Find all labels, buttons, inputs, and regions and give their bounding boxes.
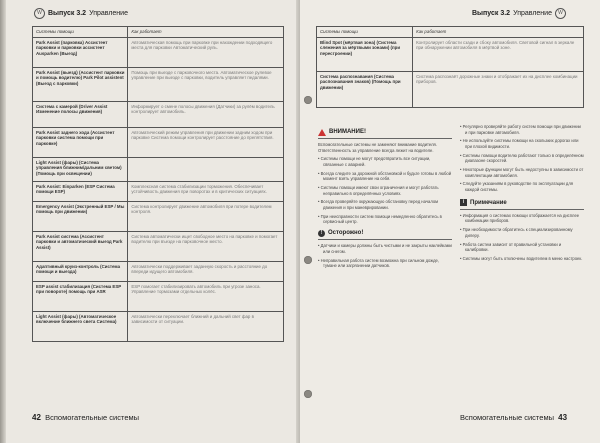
left-footer-label: Вспомогательные системы — [45, 413, 140, 422]
table-cell-desc: Комплексная система стабилизации торможения. Обеспечивает устойчивость движения при поворотах и в критических ситуациях. — [128, 181, 284, 201]
table-row — [33, 201, 284, 231]
table-row — [317, 71, 584, 107]
table-row — [33, 157, 284, 181]
note-heading — [460, 199, 584, 210]
binder-hole — [304, 96, 312, 104]
table-row — [33, 127, 284, 157]
caution-circle-icon: ! — [318, 230, 325, 237]
table-cell-desc: Информирует о смене полосы движения (Датчики) за рулём водитель контролирует автомобиль. — [128, 101, 284, 127]
left-page-number: 42 — [32, 413, 41, 422]
table-cell-name: Park Assist заднего хода (Ассистент парковки система помощи при парковке) — [33, 127, 128, 157]
vw-logo-icon: W — [34, 8, 45, 19]
note-bullet: • Информация о системах помощи отображается на дисплее комбинации приборов. — [460, 213, 584, 224]
info-bullet: • Регулярно проверяйте работу систем помощи при движении и при парковке автомобиля. — [460, 124, 584, 135]
table-header-row — [317, 27, 584, 38]
table-cell-name: Park Assist (парковка) Ассистент парковки и парковки ассистент Ausparken (Выезд) — [33, 37, 128, 67]
binder-hole — [304, 256, 312, 264]
right-header-title: Выпуск 3.2 — [472, 10, 511, 17]
binder-hole — [304, 390, 312, 398]
table-header-cell: Как работает — [413, 27, 584, 38]
table-cell-desc — [128, 157, 284, 181]
table-header-row — [33, 27, 284, 38]
table-cell-desc: Автоматическая помощь при парковке при нахождении подходящего места для парковки Автоматический руль. — [128, 37, 284, 67]
table-row — [33, 311, 284, 341]
table-row — [33, 101, 284, 127]
table-cell-desc: Система автоматически ищет свободное место на парковке и помогает водителю при въезде на парковочное место. — [128, 231, 284, 261]
right-header-section: Управление — [513, 10, 552, 17]
caution-bullet: • Неправильная работа систем возможна при сильном дожде, тумане или загрязнении датчиков. — [318, 258, 452, 269]
table-cell-desc: Система контролирует движение автомобиля при потере водителем контроля. — [128, 201, 284, 231]
table-row — [33, 37, 284, 67]
warning-column — [318, 128, 452, 272]
table-cell-desc: Автоматически поддерживает заданную скорость и расстояние до впереди идущего автомобиля. — [128, 261, 284, 281]
table-row — [317, 37, 584, 71]
table-cell-name: Park Assist система (Ассистент парковки и автоматический выезд Park Assist) — [33, 231, 128, 261]
right-footer — [460, 413, 567, 422]
warning-bullet: • Системы помощи не могут предотвратить все ситуации, связанные с аварией. — [318, 156, 452, 167]
table-cell-name: ESP assist стабилизация (Система ESP при повороте) помощь при ASR — [33, 281, 128, 311]
table-cell-desc: Контролирует области сзади и сбоку автомобиля. Световой сигнал в зеркале при обнаружении автомобиля в мёртвой зоне. — [413, 37, 584, 71]
note-bullet: • При необходимости обратитесь к специализированному дилеру. — [460, 227, 584, 238]
info-square-icon: i — [460, 199, 467, 206]
note-title: Примечание — [470, 199, 507, 206]
right-page — [300, 0, 600, 443]
left-header-section: Управление — [89, 10, 128, 17]
info-bullet: • Не используйте системы помощи на скользких дорогах или при плохой видимости. — [460, 138, 584, 149]
note-bullet: • Работа систем зависит от правильной установки и калибровки. — [460, 242, 584, 253]
info-bullet: • Следуйте указаниям в руководстве по эксплуатации для каждой системы. — [460, 181, 584, 192]
note-bullet: • Системы могут быть отключены водителем в меню настроек. — [460, 256, 584, 262]
right-footer-label: Вспомогательные системы — [460, 413, 554, 422]
table-header-cell: Системы помощи — [33, 27, 128, 38]
vw-logo-icon: W — [555, 8, 566, 19]
warning-bullet: • При неисправности систем помощи немедленно обратитесь в сервисный центр. — [318, 214, 452, 225]
caution-title: Осторожно! — [328, 230, 364, 237]
table-row — [33, 231, 284, 261]
warning-heading — [318, 128, 452, 139]
page-edge — [0, 0, 6, 443]
right-page-number: 43 — [558, 413, 568, 422]
table-cell-name: Blind Spot (мёртвая зона) (Система слежения за мёртвыми зонами) (при перестроении) — [317, 37, 413, 71]
table-cell-name: Light Assist (фары) (Система управления ближним/дальним светом) (Помощь при освещении) — [33, 157, 128, 181]
warning-paragraph: Вспомогательные системы не заменяют внимание водителя. Ответственность за управление всегда лежит на водителе. — [318, 142, 437, 153]
table-cell-desc: Автоматический режим управления при движении задним ходом при парковке Система помощи контролирует расстояние до препятствия. — [128, 127, 284, 157]
right-header — [472, 8, 566, 19]
info-column — [460, 124, 584, 265]
table-cell-name: Light Assist (фары) (Автоматическое включение ближнего света Система) — [33, 311, 128, 341]
table-cell-name: Система с камерой (Driver Assist Изменение полосы движения) — [33, 101, 128, 127]
table-cell-name: Park Assist: Einparken (ESP Система помощи ESP) — [33, 181, 128, 201]
table-row — [33, 181, 284, 201]
table-cell-name: Система распознавания (Система распознавания знаков) (Помощь при движении) — [317, 71, 413, 107]
info-bullet: • Некоторые функции могут быть недоступны в зависимости от комплектации автомобиля. — [460, 167, 584, 178]
table-cell-name: Адаптивный круиз-контроль (Система помощи и выезда) — [33, 261, 128, 281]
warning-bullet: • Системы помощи имеют свои ограничения и могут работать неправильно в определённых условиях. — [318, 185, 452, 196]
table-cell-desc: Система распознаёт дорожные знаки и отображает их на дисплее комбинации приборов. — [413, 71, 584, 107]
table-row — [33, 281, 284, 311]
info-bullet: • Системы помощи водителю работают только в определённом диапазоне скоростей. — [460, 153, 584, 164]
table-row — [33, 67, 284, 101]
table-cell-name: Emergency Assist (Экстренный ESP / Мы помощь при движении) — [33, 201, 128, 231]
table-cell-name: Park Assist (выезд) (Ассистент парковки и помощь водителю) Park Pilot assistent (Выезд с парковки) — [33, 67, 128, 101]
table-header-cell: Системы помощи — [317, 27, 413, 38]
left-footer — [32, 413, 139, 422]
warning-triangle-icon — [318, 129, 326, 136]
left-header — [34, 8, 128, 19]
left-header-title: Выпуск 3.2 — [48, 10, 87, 17]
caution-bullet: • Датчики и камеры должны быть чистыми и не закрыты наклейками или снегом. — [318, 243, 452, 254]
table-cell-desc: Помощь при выезде с парковочного места. Автоматическое рулевое управление при выезде с парковки, водитель управляет педалями. — [128, 67, 284, 101]
left-spec-table — [32, 26, 284, 342]
warning-bullet: • Всегда следите за дорожной обстановкой и будьте готовы в любой момент взять управление на себя. — [318, 171, 452, 182]
table-cell-desc: ESP помогает стабилизировать автомобиль при угрозе заноса. Управление тормозами отдельных колёс. — [128, 281, 284, 311]
caution-heading — [318, 229, 452, 240]
table-row — [33, 261, 284, 281]
warning-bullet: • Всегда проверяйте окружающую обстановку перед началом движения и при маневрировании. — [318, 199, 452, 210]
right-spec-table — [316, 26, 584, 108]
warning-title: ВНИМАНИЕ! — [329, 129, 366, 135]
table-cell-desc: Автоматически переключает ближний и дальний свет фар в зависимости от ситуации. — [128, 311, 284, 341]
table-header-cell: Как работает — [128, 27, 284, 38]
